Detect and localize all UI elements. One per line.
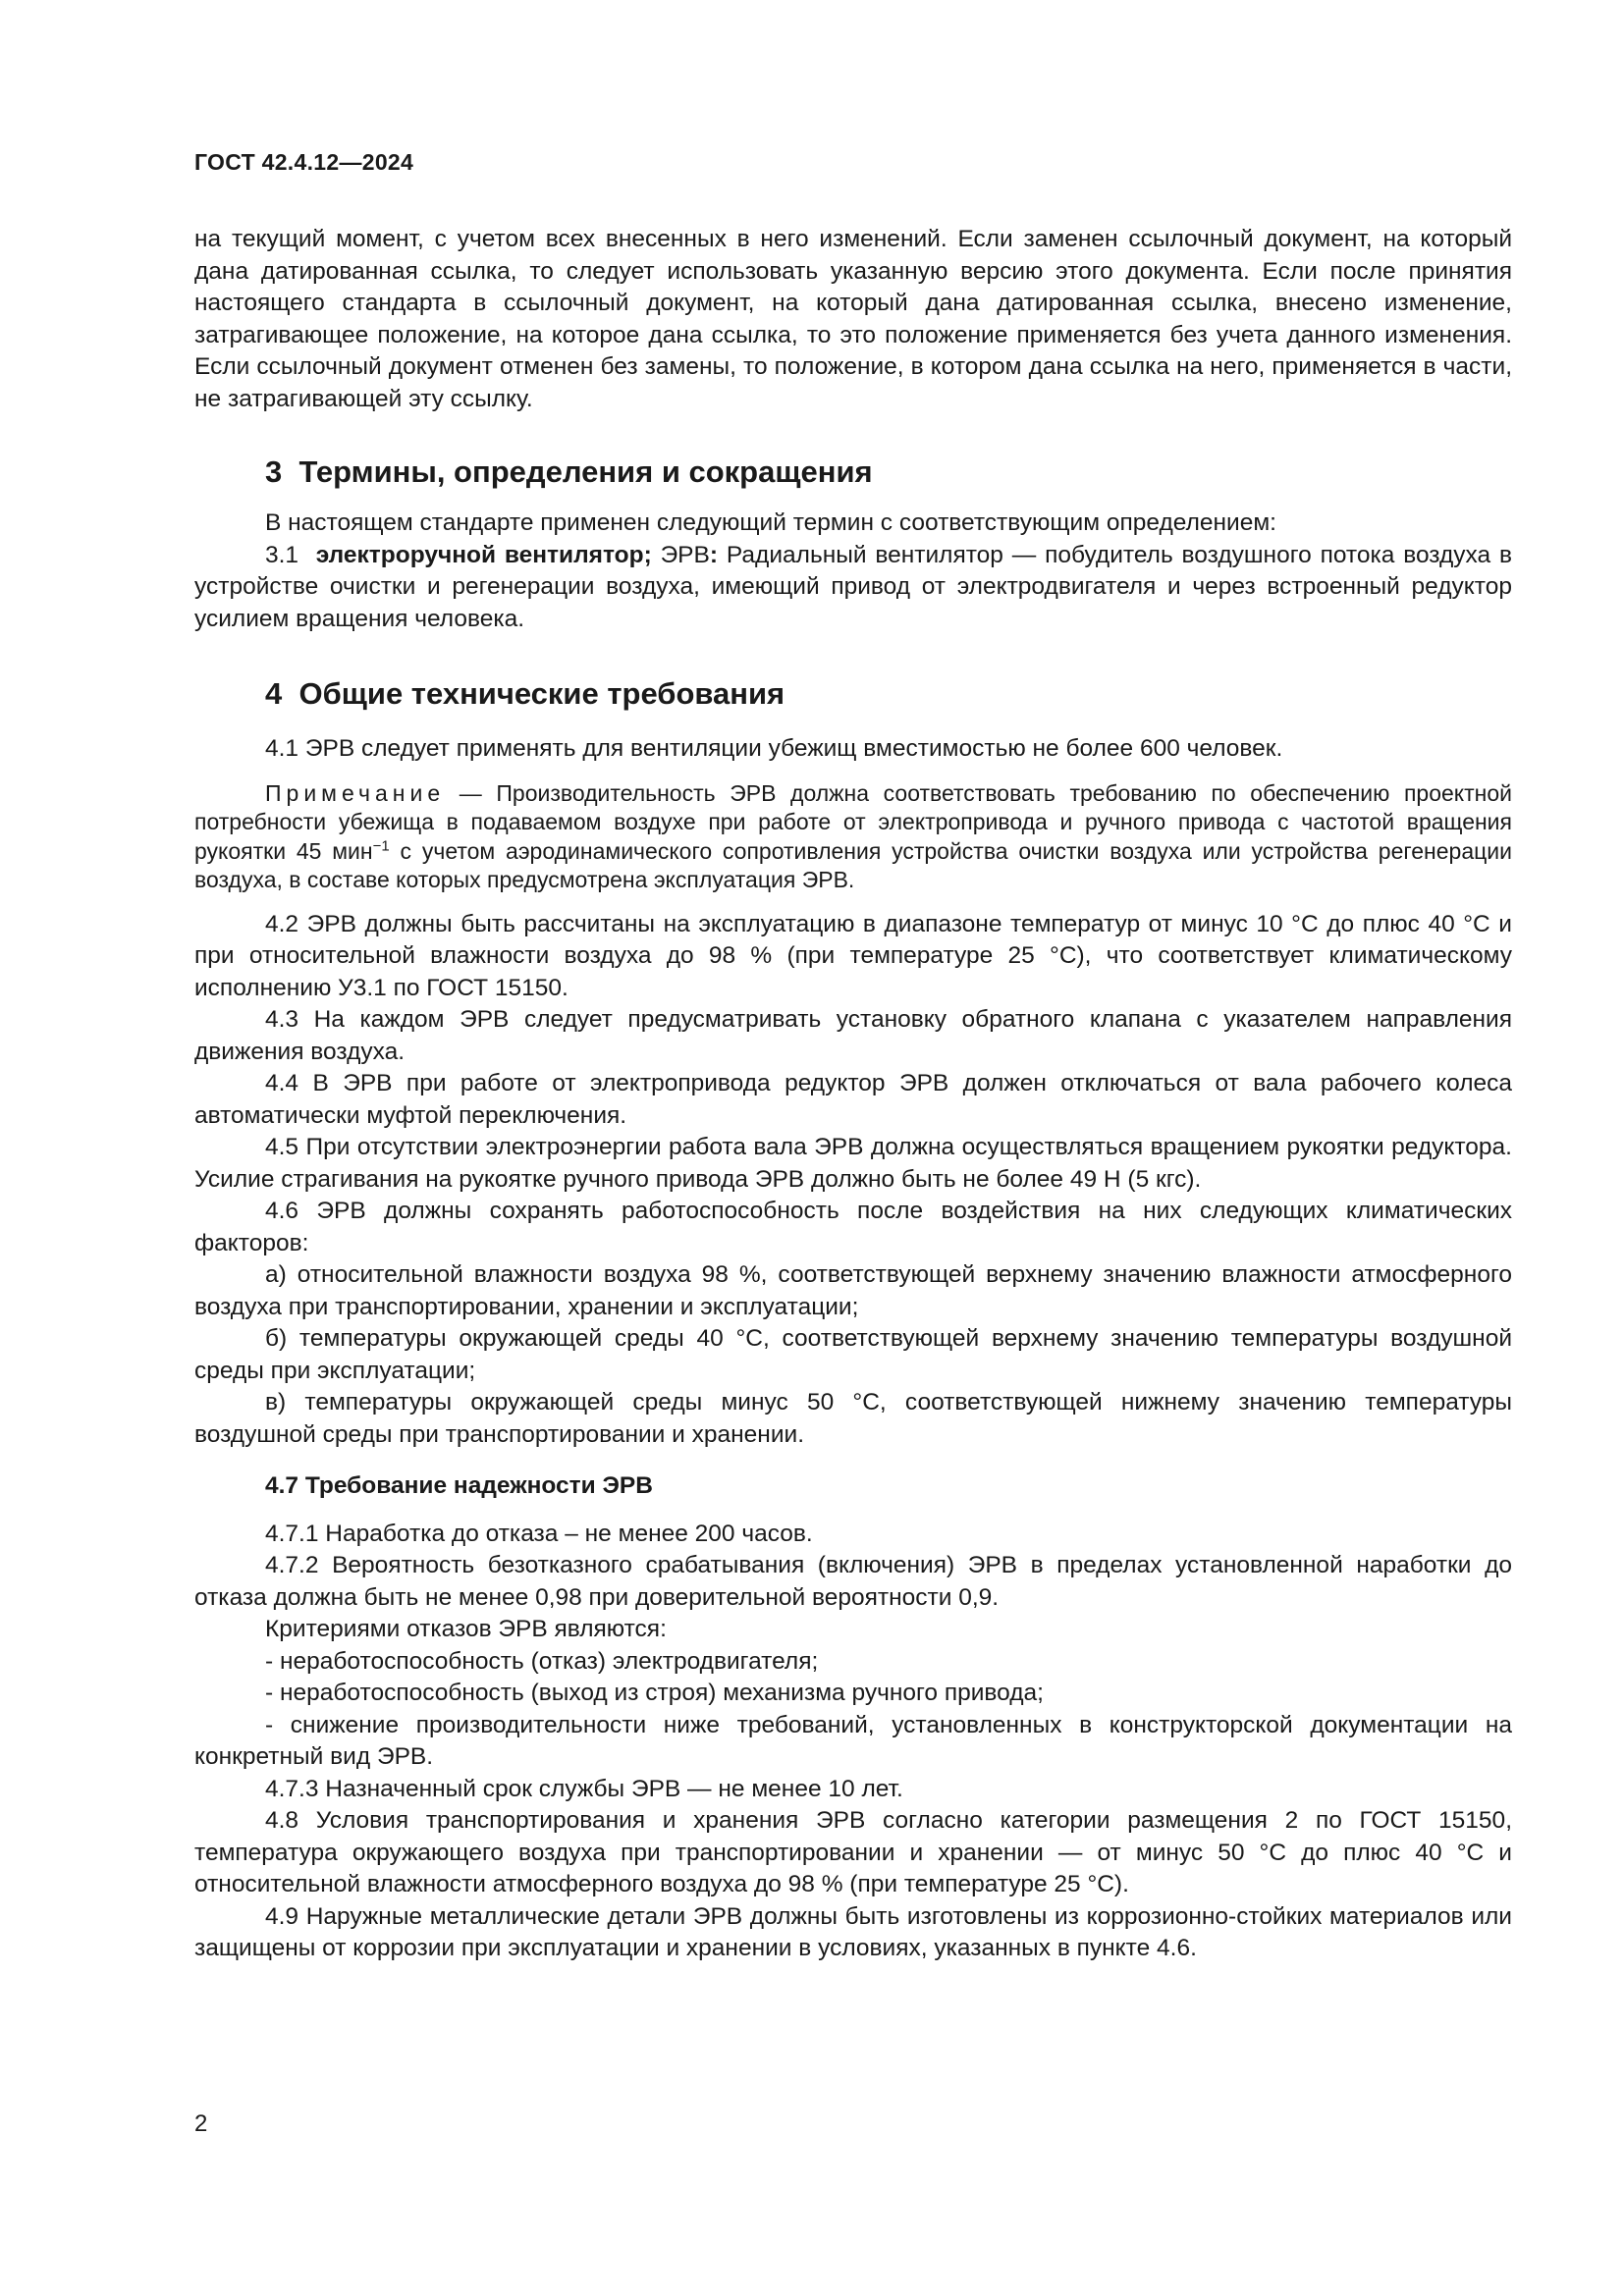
paragraph-4-7-3: 4.7.3 Назначенный срок службы ЭРВ — не менее 10 лет. (265, 1775, 903, 1802)
note-text-part-2: с учетом аэродинамического сопротивления устройства очистки воздуха или устройства регенерации воздуха, в составе которых предусмотрена эксплуатация ЭРВ. (194, 837, 1512, 892)
paragraph-4-1: 4.1 ЭРВ следует применять для вентиляции убежищ вместимостью не более 600 человек. (265, 735, 1283, 762)
section-3-heading (265, 453, 1512, 492)
criteria-item-3: - снижение производительности ниже требований, установленных в конструкторской документации на конкретный вид ЭРВ. (194, 1711, 1512, 1770)
paragraph-4-4: 4.4 В ЭРВ при работе от электропривода редуктор ЭРВ должен отключаться от вала рабочего колеса автоматически муфтой переключения. (194, 1070, 1512, 1129)
list-item-4-6-c: в) температуры окружающей среды минус 50 °С, соответствующей нижнему значению температуры воздушной среды при транспортировании и хранении. (194, 1389, 1512, 1448)
term-definition-3-1 (194, 540, 1512, 636)
list-item-4-6-a: а) относительной влажности воздуха 98 %, соответствующей верхнему значению влажности атмосферного воздуха при транспортировании, хранении и эксплуатации; (194, 1261, 1512, 1320)
criteria-item-1: - неработоспособность (отказ) электродвигателя; (265, 1647, 819, 1675)
term-number: 3.1 (265, 541, 299, 568)
paragraph-4-3: 4.3 На каждом ЭРВ следует предусматривать установку обратного клапана с указателем направления движения воздуха. (194, 1006, 1512, 1065)
note-4-1 (194, 779, 1512, 895)
note-label: Примечание (265, 779, 446, 806)
section-3-title: Термины, определения и сокращения (298, 454, 873, 489)
paragraph-4-7-2: 4.7.2 Вероятность безотказного срабатывания (включения) ЭРВ в пределах установленной наработки до отказа должна быть не менее 0,98 при доверительной вероятности 0,9. (194, 1552, 1512, 1611)
note-superscript: −1 (372, 836, 390, 854)
subsection-4-7-heading: 4.7 Требование надежности ЭРВ (265, 1472, 653, 1499)
page-number: 2 (194, 2110, 208, 2137)
paragraph-4-5: 4.5 При отсутствии электроэнергии работа вала ЭРВ должна осуществляться вращением рукоятки редуктора. Усилие страгивания на рукоятке ручного привода ЭРВ должно быть не более 49 Н (5 кгс). (194, 1134, 1512, 1193)
paragraph-4-9: 4.9 Наружные металлические детали ЭРВ должны быть изготовлены из коррозионно-стойких материалов или защищены от коррозии при эксплуатации и хранении в условиях, указанных в пункте 4.6. (194, 1902, 1512, 1961)
term-abbreviation: ЭРВ (651, 541, 710, 568)
section-4-number: 4 (265, 676, 283, 711)
term-name: электроручной вентилятор; (315, 541, 652, 568)
list-item-4-6-b: б) температуры окружающей среды 40 °С, соответствующей верхнему значению температуры воздушной среды при эксплуатации; (194, 1325, 1512, 1384)
section-3-number: 3 (265, 454, 283, 489)
term-colon: : (709, 541, 719, 568)
document-header: ГОСТ 42.4.12—2024 (194, 149, 414, 175)
section-4-title: Общие технические требования (298, 676, 785, 711)
paragraph-4-6: 4.6 ЭРВ должны сохранять работоспособность после воздействия на них следующих климатических факторов: (194, 1198, 1512, 1256)
section-4-heading (265, 674, 1512, 714)
section-3-intro: В настоящем стандарте применен следующий термин с соответствующим определением: (265, 509, 1276, 536)
paragraph-4-8: 4.8 Условия транспортирования и хранения ЭРВ согласно категории размещения 2 по ГОСТ 15150, температура окружающего воздуха при транспортировании и хранении — от минус 50 °С до плюс 40 °С и относительной влажности атмосферного воздуха до 98 % (при температуре 25 °С). (194, 1807, 1512, 1897)
paragraph-intro: на текущий момент, с учетом всех внесенных в него изменений. Если заменен ссылочный документ, на который дана датированная ссылка, то следует использовать указанную версию этого документа. Если после принятия настоящего стандарта в ссылочный документ, на который дана датированная ссылка, внесено изменение, затрагивающее положение, на которое дана ссылка, то это положение применяется без учета данного изменения. Если ссылочный документ отменен без замены, то положение, в котором дана ссылка на него, применяется в части, не затрагивающей эту ссылку. (194, 226, 1512, 412)
criteria-item-2: - неработоспособность (выход из строя) механизма ручного привода; (265, 1680, 1044, 1706)
paragraph-4-7-1: 4.7.1 Наработка до отказа – не менее 200 часов. (265, 1520, 813, 1547)
document-body (194, 224, 1512, 1965)
term-definition-text: Радиальный вентилятор — побудитель воздушного потока воздуха в устройстве очистки и регенерации воздуха, имеющий привод от электродвигателя и через встроенный редуктор усилием вращения человека. (194, 541, 1512, 632)
paragraph-4-2: 4.2 ЭРВ должны быть рассчитаны на эксплуатацию в диапазоне температур от минус 10 °С до плюс 40 °С и при относительной влажности воздуха до 98 % (при температуре 25 °С), что соответствует климатическому исполнению У3.1 по ГОСТ 15150. (194, 910, 1512, 1001)
criteria-intro: Критериями отказов ЭРВ являются: (265, 1616, 667, 1642)
note-text-part-1: — Производительность ЭРВ должна соответствовать требованию по обеспечению проектной потребности убежища в подаваемом воздухе при работе от электропривода и ручного привода с частотой вращения рукоятки 45 мин (194, 779, 1512, 864)
